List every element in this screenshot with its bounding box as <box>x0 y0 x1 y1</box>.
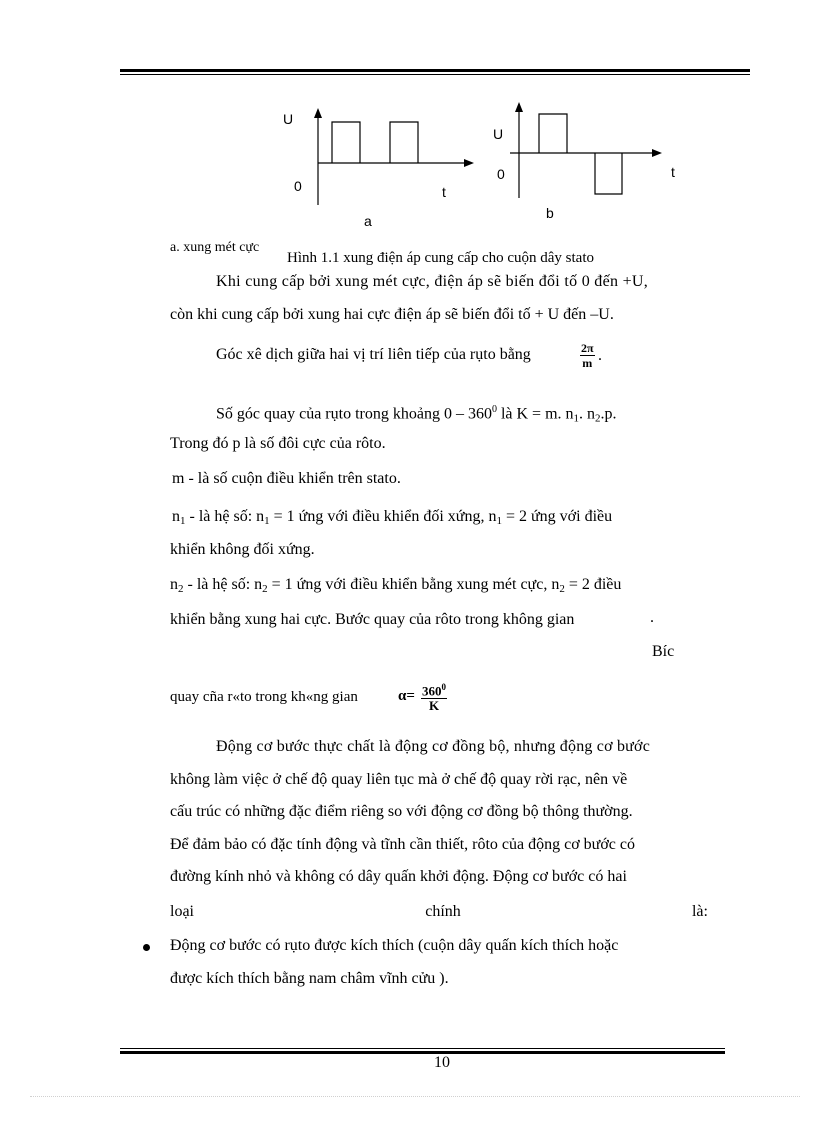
figure-caption: Hình 1.1 xung điện áp cung cấp cho cuộn dây stato <box>287 250 595 266</box>
para8-line2: không làm việc ở chế độ quay liên tục mà ở chế độ quay rời rạc, nên về <box>170 771 628 788</box>
garbled-text-2: quay cña r«to trong kh«ng gian <box>170 689 358 705</box>
para8-line6 <box>170 902 708 922</box>
n2-text-b: = 1 ứng với điều khiển bằng xung mét cực, n <box>267 576 560 593</box>
fig-a-label: a <box>364 213 372 229</box>
n1-text-b: = 1 ứng với điều khiển đối xứng, n <box>269 508 497 525</box>
para1-line1: Khi cung cấp bởi xung mét cực, điện áp sẽ biến đổi tố 0 đến +U, <box>216 273 649 290</box>
fig-b-t-label: t <box>671 164 675 180</box>
a-y-arrow <box>314 108 322 118</box>
n1-text-a: - là hệ số: n <box>185 508 265 525</box>
para8-line3: cấu trúc có những đặc điểm riêng so với động cơ đồng bộ thông thường. <box>170 803 633 820</box>
n1-text-c: = 2 ứng với điều <box>501 508 613 525</box>
n1-sub: 1 <box>180 515 186 527</box>
alpha-numerator <box>421 680 447 699</box>
para8-line4: Để đảm bảo có đặc tính động và tĩnh cần thiết, rôto của động cơ bước có <box>170 836 636 853</box>
n1-sub2: 1 <box>264 515 270 527</box>
para8-word-chinh: chính <box>425 903 461 920</box>
para5: m - là số cuộn điều khiển trên stato. <box>172 470 401 487</box>
b-pulse-negative <box>595 153 622 194</box>
para3-sub1: 1 <box>573 412 580 425</box>
fraction-denominator: m <box>582 356 593 370</box>
fig-b-zero-label: 0 <box>497 166 505 182</box>
header-rule-thick <box>120 69 750 72</box>
header-rule-thin <box>120 74 750 75</box>
para-n1-line2: khiển không đối xứng. <box>170 541 315 558</box>
para3-c: . n <box>579 405 596 423</box>
figure-overlap-text: a. xung mét cực <box>170 240 260 255</box>
b-x-arrow <box>652 149 662 157</box>
bullet-dot <box>143 944 150 951</box>
fraction-2pi-over-m <box>580 341 595 370</box>
n1-symbol: n <box>172 508 180 525</box>
para3-sub2: 2 <box>595 412 601 425</box>
para8-word-loai: loại <box>170 903 194 920</box>
para3-a: Số góc quay của rụto trong khoảng 0 – 360 <box>216 405 492 423</box>
para4: Trong đó p là số đôi cực của rôto. <box>170 435 386 452</box>
fraction-numerator: 2π <box>581 341 594 355</box>
fig-b-u-label: U <box>493 126 504 142</box>
page-edge-dotted-line <box>30 1096 800 1097</box>
garbled-text-1: Bíc <box>652 643 675 660</box>
fig-a-zero-label: 0 <box>294 178 302 194</box>
n2-sub2: 2 <box>262 583 268 595</box>
alpha-num: 360 <box>422 683 442 699</box>
para3 <box>216 400 617 428</box>
fig-b-label: b <box>546 205 554 221</box>
waveform-figure-a <box>280 100 490 210</box>
a-pulse-2 <box>390 122 418 163</box>
fig-a-t-label: t <box>442 184 446 200</box>
alpha-sup: 0 <box>441 682 446 692</box>
n2-sub: 2 <box>178 583 184 595</box>
bullet-line1: Động cơ bước có rụto được kích thích (cuộn dây quấn kích thích hoặc <box>170 937 619 954</box>
para3-b: là K = m. n <box>496 405 574 423</box>
fraction-360-over-k <box>421 680 447 713</box>
para2-text: Góc xê dịch giữa hai vị trí liên tiếp của rụto bằng <box>216 346 531 363</box>
alpha-denominator: K <box>428 698 440 714</box>
waveform-figure-b <box>490 96 680 200</box>
b-y-arrow <box>515 102 523 112</box>
para8-line1: Động cơ bước thực chất là động cơ đồng bộ, nhưng động cơ bước <box>216 738 650 755</box>
a-pulse-1 <box>332 122 360 163</box>
bullet-line2: được kích thích bằng nam châm vĩnh cửu ). <box>170 970 449 987</box>
n2-text-a: - là hệ số: n <box>183 576 263 593</box>
para2-period: . <box>598 347 602 364</box>
para1-line2: còn khi cung cấp bởi xung hai cực điện áp sẽ biến đổi tố + U đến –U. <box>170 306 614 323</box>
page-number: 10 <box>434 1054 450 1071</box>
n2-text-c: = 2 điều <box>564 576 622 593</box>
n2-symbol: n <box>170 576 178 593</box>
alpha-symbol: α= <box>398 688 415 704</box>
para8-line5: đường kính nhỏ và không có dây quấn khởi động. Động cơ bước có hai <box>170 868 627 885</box>
n1-sub3: 1 <box>496 515 502 527</box>
para-n2-line1 <box>170 575 621 599</box>
para3-d: .p. <box>600 405 617 423</box>
para-n1-line1 <box>172 507 708 531</box>
para3-sup: 0 <box>491 404 497 415</box>
footer-rule-thin <box>120 1048 725 1049</box>
n2-sub3: 2 <box>559 583 565 595</box>
b-pulse-positive <box>539 114 567 153</box>
a-x-arrow <box>464 159 474 167</box>
para8-word-la: là: <box>691 903 708 920</box>
para-n1-left <box>172 507 612 531</box>
para-n2-dot: . <box>650 609 654 626</box>
footer-rule-thick <box>120 1051 725 1054</box>
para-n2-line2: khiển bằng xung hai cực. Bước quay của rôto trong không gian <box>170 611 575 628</box>
fig-a-u-label: U <box>283 111 294 127</box>
